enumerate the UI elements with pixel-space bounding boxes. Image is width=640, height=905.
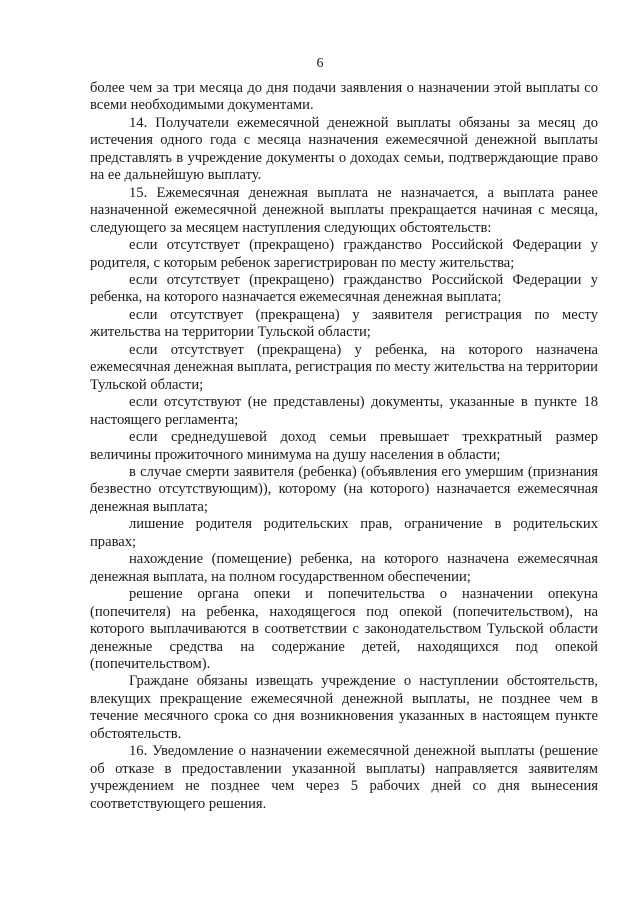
paragraph: если отсутствует (прекращена) у заявителя регистрация по месту жительства на территории Тульской области; [90, 306, 598, 341]
paragraph: лишение родителя родительских прав, ограничение в родительских правах; [90, 516, 598, 550]
document-body [90, 80, 598, 813]
paragraph: если отсутствует (прекращена) у ребенка, на которого назначена ежемесячная денежная выплата, регистрация по месту жительства на территории Тульской области; [90, 341, 598, 393]
paragraph: нахождение (помещение) ребенка, на которого назначена ежемесячная денежная выплата, на полном государственном обеспечении; [90, 551, 598, 585]
paragraph: Граждане обязаны извещать учреждение о наступлении обстоятельств, влекущих прекращение ежемесячной денежной выплаты, не позднее чем в течение месячного срока со дня возникновения указанных в настоящем пункте обстоятельств. [90, 673, 598, 742]
paragraph: более чем за три месяца до дня подачи заявления о назначении этой выплаты со всеми необходимыми документами. [90, 80, 598, 114]
paragraph: если среднедушевой доход семьи превышает трехкратный размер величины прожиточного минимума на душу населения в области; [90, 429, 598, 463]
paragraph: 16. Уведомление о назначении ежемесячной денежной выплаты (решение об отказе в предоставлении указанной выплаты) направляется заявителям учреждением не позднее чем через 5 рабочих дней со дня вынесения соответствующего решения. [90, 743, 598, 812]
paragraph: в случае смерти заявителя (ребенка) (объявления его умершим (признания безвестно отсутствующим)), которому (на которого) назначается ежемесячная денежная выплата; [90, 463, 598, 515]
paragraph: если отсутствует (прекращено) гражданство Российской Федерации у родителя, с которым ребенок зарегистрирован по месту жительства; [90, 237, 598, 271]
paragraph: решение органа опеки и попечительства о назначении опекуна (попечителя) на ребенка, находящегося под опекой (попечительством), на которого выплачиваются в соответствии с законодательством Тульской области денежные средства на содержание детей, находящихся под опекой (попечительством). [90, 586, 598, 672]
page-number: 6 [316, 56, 324, 71]
paragraph: если отсутствует (прекращено) гражданство Российской Федерации у ребенка, на которого назначается ежемесячная денежная выплата; [90, 271, 598, 306]
paragraph: 15. Ежемесячная денежная выплата не назначается, а выплата ранее назначенной ежемесячной денежной выплаты прекращается начиная с месяца, следующего за месяцем наступления следующих обстоятельств: [90, 184, 598, 236]
paragraph: если отсутствуют (не представлены) документы, указанные в пункте 18 настоящего регламента; [90, 394, 598, 428]
paragraph: 14. Получатели ежемесячной денежной выплаты обязаны за месяц до истечения одного года с месяца назначения ежемесячной денежной выплаты представлять в учреждение документы о доходах семьи, подтверждающие право на ее дальнейшую выплату. [90, 114, 598, 184]
